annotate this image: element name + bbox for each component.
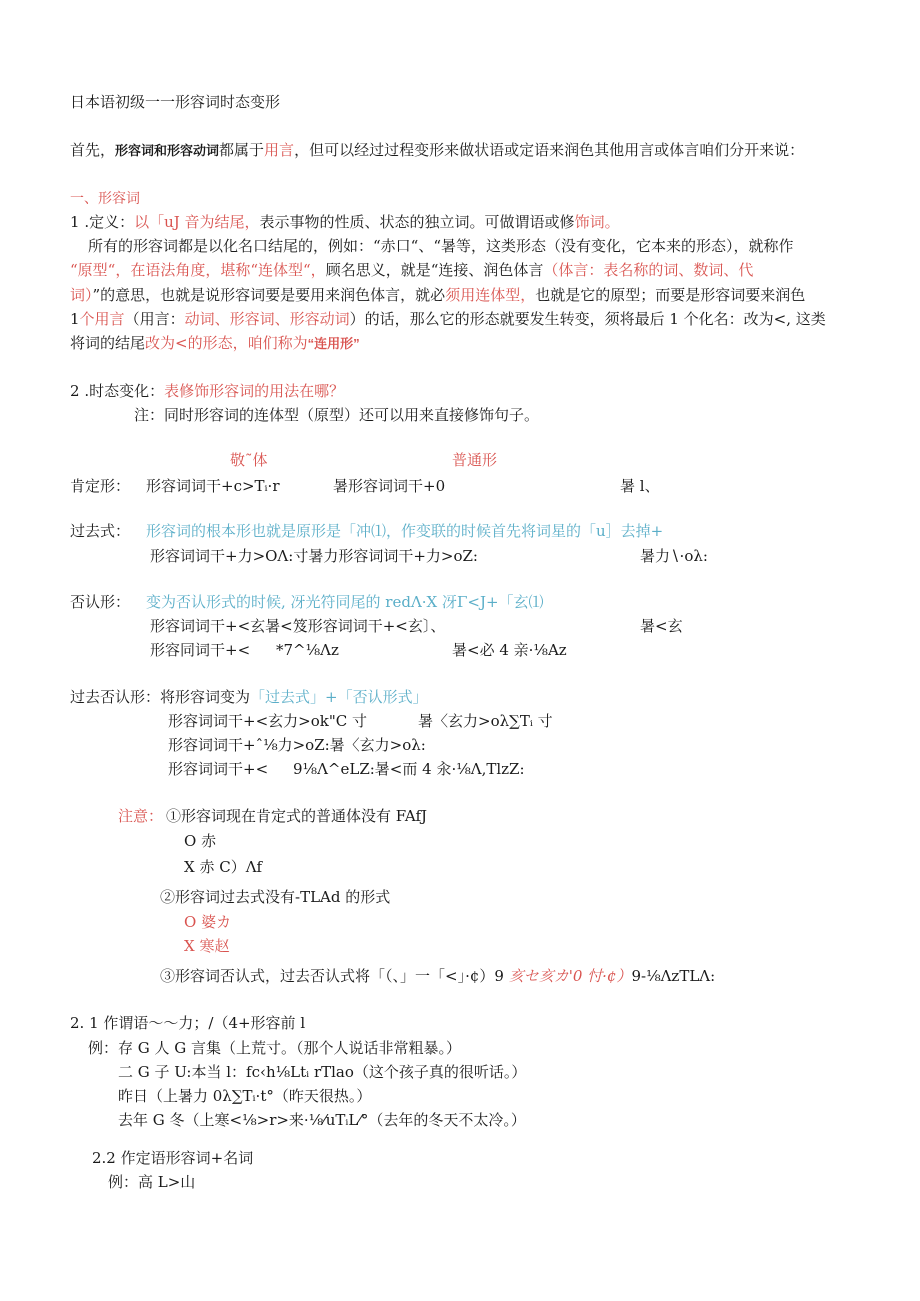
- para-l2c: 顾名思义，就是“连接、润色体言: [325, 261, 544, 279]
- pastneg-row-3a: 形容词词干+<: [168, 760, 269, 778]
- neg-row-2-col3: 暑<必 4 亲·⅛Az: [452, 641, 567, 659]
- affirm-col1: 形容词词干+c>Tᵢ·r: [146, 477, 280, 495]
- past-desc: 形容词的根本形也就是原形是「冲⑴，作变联的时候首先将词星的「u］去掉+: [146, 522, 664, 540]
- para-l4d: 动词、形容词、形容动词: [184, 310, 350, 328]
- intro-bold: 形容词和形容动词: [115, 143, 220, 158]
- neg-desc: 变为否认形式的时候, 冴光符同尾的 redΛ·X 冴Γ<J+「玄⑴: [146, 593, 544, 611]
- notes-label: 注意：: [118, 807, 164, 825]
- past-row-1: 形容词词干+力>OΛ:寸暑力形容词词干+力>oZ:: [150, 547, 478, 565]
- para-l4c: （用言：: [124, 310, 185, 328]
- note-3b: 亥セ亥カ'0 忖·¢）: [508, 967, 632, 985]
- intro-mid: 都属于: [219, 141, 265, 159]
- pastneg-row-1b: 暑〈玄力>oλ∑Tᵢ 寸: [418, 712, 553, 730]
- section3-heading: 2. 1 作谓语～～力；/（4+形容前 l: [70, 1014, 306, 1032]
- def-d: 饰词。: [574, 213, 620, 231]
- para-l3d: 也就是它的原型；而要是形容词要来润色: [535, 286, 806, 304]
- intro-rest: ，但可以经过过程变形来做状语或定语来润色其他用言或体言咱们分开来说：: [294, 141, 805, 159]
- neg-row-1: 形容词词干+<玄暑<笈形容词词干+<玄〕、: [150, 617, 446, 635]
- doc-title: 日本语初级一一形容词时态变形: [70, 93, 281, 111]
- pastneg-blue: 「过去式」+「否认形式」: [250, 688, 428, 706]
- para-l5c: “连用形”: [307, 336, 360, 351]
- para-line-1: 所有的形容词都是以化名口结尾的，例如：“赤口“、“暑等，这类形态（没有变化，它本来的形态），就称作: [88, 237, 794, 255]
- intro-prefix: 首先，: [70, 141, 116, 159]
- para-l4e: ）的话，那么它的形态就要发生转变，须将最后 1 个化名：改为<, 这类: [349, 310, 826, 328]
- note-1-correct: O 赤: [184, 832, 217, 850]
- def-c: 表示事物的性质、状态的独立词。可做谓语或修: [259, 213, 575, 231]
- note-2: ②形容词过去式没有-TLAd 的形式: [160, 888, 391, 906]
- pastneg-label-line: [70, 687, 428, 707]
- def-b: 以「uJ 音为结尾，: [134, 213, 260, 231]
- para-l2a: “原型“，在语法角度，堪称: [70, 261, 251, 279]
- para-line-2: [70, 260, 753, 280]
- tense-note: 注：同时形容词的连体型（原型）还可以用来直接修饰句子。: [134, 406, 540, 424]
- pastneg-row-2: 形容词词干+ˆ⅛力>oZ:暑〈玄力>oλ:: [168, 736, 426, 754]
- tense-heading: [70, 381, 344, 401]
- pastneg-row-3b: 9⅛Λ^eLZ:暑<而 4 汆·⅛Λ,TlzZ:: [293, 760, 525, 778]
- para-l3c: 须用连体型，: [445, 286, 536, 304]
- para-l5b: 改为<的形态，咱们称为: [145, 334, 308, 352]
- neg-label: 否认形：: [70, 593, 131, 611]
- note-1-wrong: X 赤 C）Λf: [184, 858, 263, 876]
- para-line-5: [70, 333, 360, 354]
- para-l3b: ”的意思，也就是说形容词要是要用来润色体言，就必: [92, 286, 446, 304]
- def-a: .定义：: [79, 213, 135, 231]
- subsection-heading: 2.2 作定语形容词+名词: [92, 1149, 254, 1167]
- para-l4b: 个用言: [79, 310, 125, 328]
- pastneg-row-1a: 形容词词干+<玄力>ok"C 寸: [168, 712, 367, 730]
- neg-row-1-col3: 暑<玄: [640, 617, 683, 635]
- affirm-label: 肯定形：: [70, 477, 131, 495]
- tense-a: .时态变化：: [79, 382, 165, 400]
- note-3: [160, 966, 715, 986]
- header-polite: 敬˜体: [230, 451, 268, 469]
- example-2: 二 G 子 U:本当 l：fc‹h⅛Ltᵢ rTlao（这个孩子真的很听话。）: [118, 1063, 527, 1081]
- example-1: 例：存 G 人 G 言集（上荒寸。（那个人说话非常粗暴。）: [88, 1039, 462, 1057]
- para-l5a: 将词的结尾: [70, 334, 146, 352]
- header-plain: 普通形: [452, 451, 498, 469]
- def-num: 1: [70, 213, 80, 231]
- note-2-wrong: X 寒赵: [184, 937, 230, 955]
- affirm-col3: 暑 l、: [620, 477, 660, 495]
- note-1: ①形容词现在肯定式的普通体没有 FAfJ: [166, 807, 428, 825]
- para-line-3: [70, 285, 805, 305]
- section1-heading: 一、形容词: [70, 190, 140, 206]
- para-l4a: 1: [70, 310, 80, 328]
- past-row-1-col3: 暑力∖·oλ:: [640, 547, 708, 565]
- tense-num: 2: [70, 382, 80, 400]
- intro-paragraph: [70, 140, 804, 161]
- affirm-col2: 暑形容词词干+0: [333, 477, 446, 495]
- intro-red: 用言: [264, 141, 295, 159]
- tense-b: 表修饰形容词的用法在哪？: [164, 382, 345, 400]
- neg-row-2: 形容同词干+<: [150, 641, 251, 659]
- neg-row-2b: *7^⅛Λz: [276, 641, 339, 659]
- example-4: 去年 G 冬（上寒<⅛>r>来·⅛⁄uTᵢL⁄°（去年的冬天不太冷。）: [118, 1111, 526, 1129]
- para-l2b: “连体型“，: [250, 261, 326, 279]
- para-l2d: （体言：表名称的词、数词、代: [543, 261, 754, 279]
- para-l3a: 词）: [70, 286, 93, 304]
- subsection-example: 例：高 L>山: [108, 1173, 196, 1191]
- para-line-4: [70, 309, 826, 329]
- note-3c: 9-⅛ΛzTLΛ:: [631, 967, 716, 985]
- past-label: 过去式：: [70, 522, 131, 540]
- pastneg-label: 过去否认形：将形容词变为: [70, 688, 251, 706]
- note-2-correct: O 婆カ: [184, 913, 232, 931]
- example-3: 昨日（上暑力 0λ∑Tᵢ·t°（昨天很热。）: [118, 1087, 372, 1105]
- note-3a: ③形容词否认式，过去否认式将「（、」一「<」·¢）9: [160, 967, 509, 985]
- definition-line: [70, 212, 620, 232]
